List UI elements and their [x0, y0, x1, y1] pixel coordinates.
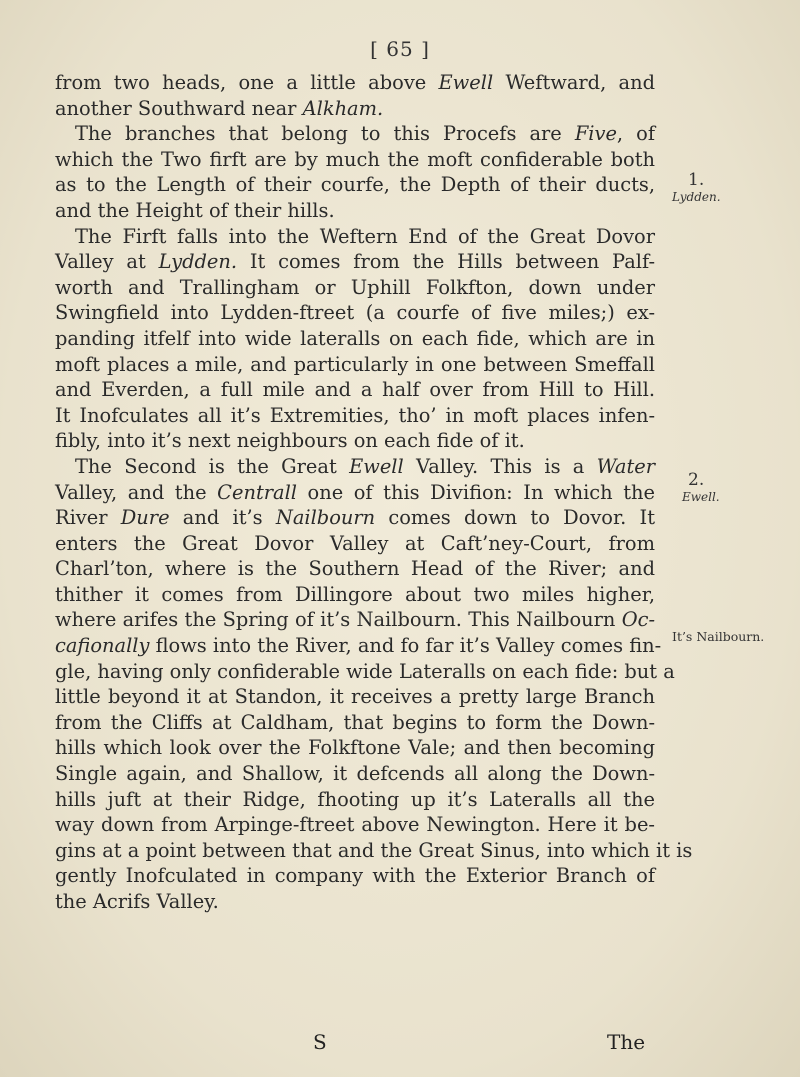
line-part: Valley. This is a [403, 454, 597, 478]
text-line [55, 121, 655, 147]
text-line: gle, having only confiderable wide Lateralls on each fide: but a [55, 659, 675, 683]
emphasis: Oc- [621, 608, 655, 632]
margin-note-nailbourn [672, 630, 800, 644]
line-part: flows into the River, and fo far it’s Valley comes fin- [149, 634, 662, 658]
line-part: from two heads, one a little above [55, 71, 439, 94]
text-line: enters the Great Dovor Valley at Caft’ney-Court, from [55, 531, 655, 555]
text-line: which the Two firft are by much the moft confiderable both [55, 147, 655, 171]
line-part: where arifes the Spring of it’s Nailbourn. This Nailbourn [55, 608, 622, 632]
text-line [55, 249, 655, 275]
river-name: Dure [120, 506, 170, 530]
line-part: comes down to Dovor. It [375, 506, 655, 530]
line-part: The branches that belong to this Procefs are [75, 122, 575, 146]
place-name: Ewell [438, 71, 494, 94]
emphasis: Five [574, 122, 617, 146]
margin-note-label: Ewell. [682, 490, 720, 504]
text-line: moft places a mile, and particularly in one between Smeffall [55, 352, 655, 376]
line-part: and it’s [169, 506, 276, 530]
margin-note-label: Lydden. [672, 190, 721, 204]
text-line: The Firft falls into the Weftern End of the Great Dovor [75, 224, 655, 248]
catchword: The [607, 1030, 646, 1054]
text-line: panding itfelf into wide lateralls on each fide, which are in [55, 326, 655, 350]
text-line: little beyond it at Standon, it receives a pretty large Branch [55, 685, 655, 709]
emphasis: Centrall [217, 480, 297, 504]
line-part: It comes from the Hills between Palf- [237, 250, 655, 274]
emphasis: Nailbourn [275, 506, 376, 530]
text-line: way down from Arpinge-ftreet above Newington. Here it be- [55, 813, 655, 837]
text-line: gently Inofculated in company with the Exterior Branch of [55, 864, 655, 888]
margin-note-label: It’s Nailbourn. [672, 629, 765, 644]
margin-note-ewell [672, 470, 800, 504]
emphasis: cafionally [55, 634, 150, 658]
text-line: and Everden, a full mile and a half over from Hill to Hill. [55, 378, 655, 402]
text-line: worth and Trallingham or Uphill Folkfton, down under [55, 275, 655, 299]
text-line: It Inofculates all it’s Extremities, tho’ in moft places infen- [55, 403, 655, 427]
text-line [55, 607, 655, 633]
text-line [55, 480, 655, 506]
text-line: gins at a point between that and the Great Sinus, into which it is [55, 838, 693, 862]
line-part: Valley, and the [55, 480, 218, 504]
text-line: Swingfield into Lydden-ftreet (a courfe of five miles;) ex- [55, 301, 655, 325]
line-part: another Southward near [55, 96, 303, 120]
text-line: hills juft at their Ridge, fhooting up it’s Lateralls all the [55, 787, 655, 811]
place-name: Lydden. [158, 250, 238, 274]
text-line: as to the Length of their courfe, the Depth of their ducts, [55, 173, 655, 197]
body-text [55, 70, 693, 915]
signature-mark: S [313, 1030, 327, 1054]
line-part: Weftward, and [493, 71, 655, 94]
emphasis: Water [596, 454, 656, 478]
line-part: River [55, 506, 121, 530]
place-name: Ewell [349, 454, 404, 478]
text-line [55, 633, 662, 659]
line-part: Valley at [55, 250, 159, 274]
text-line [55, 505, 655, 531]
page-number: [ 65 ] [370, 37, 430, 61]
margin-note-number: 1. [688, 170, 705, 190]
text-line: Single again, and Shallow, it defcends all along the Down- [55, 762, 655, 786]
text-line: Charl’ton, where is the Southern Head of the River; and [55, 557, 655, 581]
text-line: hills which look over the Folkftone Vale; and then becoming [55, 736, 655, 760]
text-line [55, 70, 655, 96]
text-line [55, 454, 655, 480]
text-line: thither it comes from Dillingore about two miles higher, [55, 582, 655, 606]
text-line: and the Height of their hills. [55, 198, 335, 222]
text-line: fibly, into it’s next neighbours on each fide of it. [55, 429, 525, 453]
text-line: from the Cliffs at Caldham, that begins to form the Down- [55, 710, 655, 734]
line-part: The Second is the Great [75, 454, 350, 478]
text-line: the Acrifs Valley. [55, 890, 219, 913]
line-part: one of this Divifion: In which the [296, 480, 655, 504]
margin-note-number: 2. [688, 470, 705, 490]
place-name: Alkham. [302, 96, 384, 120]
margin-note-lydden [672, 170, 800, 204]
line-part: , of [616, 122, 655, 146]
text-line [55, 96, 655, 122]
